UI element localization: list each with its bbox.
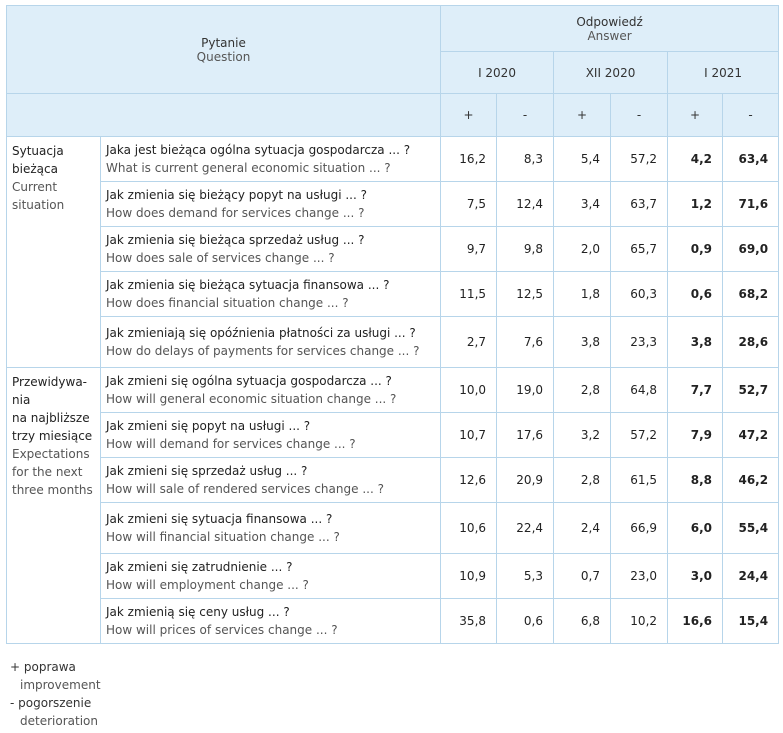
question-en: How will prices of services change ... ?: [106, 623, 338, 637]
category-label: na najbliższe: [12, 411, 90, 425]
question-cell: [101, 272, 441, 317]
value-cell: 2,0: [554, 227, 611, 272]
question-en: How will sale of rendered services change ... ?: [106, 482, 384, 496]
question-pl: Jak zmienia się bieżący popyt na usługi ... ?: [106, 188, 367, 202]
category-label: bieżąca: [12, 162, 58, 176]
question-en: How will financial situation change ... ?: [106, 530, 340, 544]
value-cell: 9,8: [497, 227, 554, 272]
category-forecast: [7, 368, 101, 644]
value-cell: 8,3: [497, 137, 554, 182]
question-en: What is current general economic situation ... ?: [106, 161, 391, 175]
table-row: [7, 554, 779, 599]
legend: [10, 658, 101, 730]
value-cell: 1,8: [554, 272, 611, 317]
question-cell: [101, 137, 441, 182]
period-header: XII 2020: [554, 52, 668, 94]
legend-minus: - pogorszenie: [10, 696, 92, 710]
question-pl: Jak zmieniają się opóźnienia płatności za usługi ... ?: [106, 326, 416, 340]
question-pl: Jak zmieni się popyt na usługi ... ?: [106, 419, 311, 433]
minus-header: -: [497, 94, 554, 137]
answer-header-pl: Odpowiedź: [576, 14, 643, 29]
question-header: [7, 6, 441, 94]
value-cell: 7,9: [668, 413, 723, 458]
table-row: [7, 503, 779, 554]
value-cell: 60,3: [611, 272, 668, 317]
value-cell: 16,2: [441, 137, 497, 182]
value-cell: 10,0: [441, 368, 497, 413]
category-label-en: situation: [12, 198, 65, 212]
question-pl: Jaka jest bieżąca ogólna sytuacja gospodarcza ... ?: [106, 143, 411, 157]
value-cell: 66,9: [611, 503, 668, 554]
value-cell: 23,3: [611, 317, 668, 368]
category-label: Sytuacja: [12, 144, 64, 158]
value-cell: 17,6: [497, 413, 554, 458]
value-cell: 5,4: [554, 137, 611, 182]
value-cell: 22,4: [497, 503, 554, 554]
value-cell: 10,7: [441, 413, 497, 458]
question-en: How will employment change ... ?: [106, 578, 309, 592]
table-row: [7, 458, 779, 503]
question-en: How will general economic situation change ... ?: [106, 392, 397, 406]
value-cell: 47,2: [723, 413, 779, 458]
table-row: [7, 227, 779, 272]
value-cell: 68,2: [723, 272, 779, 317]
value-cell: 11,5: [441, 272, 497, 317]
question-pl: Jak zmienia się bieżąca sprzedaż usług ... ?: [106, 233, 365, 247]
question-en: How do delays of payments for services change ... ?: [106, 344, 420, 358]
question-cell: [101, 227, 441, 272]
question-en: How does demand for services change ... ?: [106, 206, 365, 220]
value-cell: 28,6: [723, 317, 779, 368]
table-row: [7, 599, 779, 644]
value-cell: 1,2: [668, 182, 723, 227]
question-pl: Jak zmieni się sprzedaż usług ... ?: [106, 464, 308, 478]
legend-minus-en: deterioration: [20, 714, 98, 728]
value-cell: 23,0: [611, 554, 668, 599]
value-cell: 61,5: [611, 458, 668, 503]
category-label-en: Current: [12, 180, 58, 194]
value-cell: 3,0: [668, 554, 723, 599]
value-cell: 24,4: [723, 554, 779, 599]
question-cell: [101, 413, 441, 458]
value-cell: 0,9: [668, 227, 723, 272]
value-cell: 10,6: [441, 503, 497, 554]
question-cell: [101, 599, 441, 644]
answer-header-en: Answer: [587, 28, 632, 43]
value-cell: 9,7: [441, 227, 497, 272]
question-pl: Jak zmieni się sytuacja finansowa ... ?: [106, 512, 333, 526]
value-cell: 2,4: [554, 503, 611, 554]
value-cell: 65,7: [611, 227, 668, 272]
table-row: [7, 413, 779, 458]
value-cell: 3,8: [668, 317, 723, 368]
value-cell: 2,8: [554, 458, 611, 503]
value-cell: 4,2: [668, 137, 723, 182]
question-pl: Jak zmienią się ceny usług ... ?: [106, 605, 290, 619]
value-cell: 63,7: [611, 182, 668, 227]
value-cell: 55,4: [723, 503, 779, 554]
table-row: [7, 182, 779, 227]
period-header: I 2021: [668, 52, 779, 94]
category-label-en: Expectations: [12, 447, 90, 461]
question-en: How will demand for services change ... ?: [106, 437, 356, 451]
category-label: Przewidywa-: [12, 375, 88, 389]
value-cell: 6,0: [668, 503, 723, 554]
table-row: [7, 368, 779, 413]
question-pl: Jak zmienia się bieżąca sytuacja finansowa ... ?: [106, 278, 390, 292]
question-cell: [101, 554, 441, 599]
category-label: nia: [12, 393, 31, 407]
value-cell: 7,6: [497, 317, 554, 368]
plus-header: +: [441, 94, 497, 137]
question-header-pl: Pytanie: [201, 35, 246, 50]
value-cell: 5,3: [497, 554, 554, 599]
table-row: [7, 137, 779, 182]
question-cell: [101, 182, 441, 227]
question-pl: Jak zmieni się zatrudnienie ... ?: [106, 560, 293, 574]
question-header-en: Question: [196, 49, 251, 64]
value-cell: 52,7: [723, 368, 779, 413]
plus-header: +: [668, 94, 723, 137]
value-cell: 19,0: [497, 368, 554, 413]
value-cell: 8,8: [668, 458, 723, 503]
value-cell: 12,4: [497, 182, 554, 227]
question-pl: Jak zmieni się ogólna sytuacja gospodarcza ... ?: [106, 374, 392, 388]
minus-header: -: [611, 94, 668, 137]
value-cell: 7,7: [668, 368, 723, 413]
value-cell: 10,9: [441, 554, 497, 599]
question-cell: [101, 503, 441, 554]
legend-plus: + poprawa: [10, 660, 76, 674]
legend-plus-en: improvement: [20, 678, 101, 692]
table-row: [7, 317, 779, 368]
value-cell: 3,4: [554, 182, 611, 227]
value-cell: 7,5: [441, 182, 497, 227]
value-cell: 64,8: [611, 368, 668, 413]
value-cell: 0,6: [668, 272, 723, 317]
value-cell: 12,5: [497, 272, 554, 317]
value-cell: 46,2: [723, 458, 779, 503]
value-cell: 6,8: [554, 599, 611, 644]
value-cell: 20,9: [497, 458, 554, 503]
value-cell: 3,8: [554, 317, 611, 368]
value-cell: 2,7: [441, 317, 497, 368]
value-cell: 57,2: [611, 137, 668, 182]
category-label-en: for the next: [12, 465, 83, 479]
question-en: How does sale of services change ... ?: [106, 251, 335, 265]
category-current: [7, 137, 101, 368]
question-cell: [101, 458, 441, 503]
plus-header: +: [554, 94, 611, 137]
table-row: [7, 272, 779, 317]
value-cell: 0,7: [554, 554, 611, 599]
value-cell: 3,2: [554, 413, 611, 458]
category-label: trzy miesiące: [12, 429, 93, 443]
minus-header: -: [723, 94, 779, 137]
value-cell: 57,2: [611, 413, 668, 458]
value-cell: 0,6: [497, 599, 554, 644]
value-cell: 35,8: [441, 599, 497, 644]
value-cell: 15,4: [723, 599, 779, 644]
category-label-en: three months: [12, 483, 93, 497]
question-en: How does financial situation change ... ?: [106, 296, 349, 310]
value-cell: 2,8: [554, 368, 611, 413]
answer-header: [441, 6, 779, 52]
period-header: I 2020: [441, 52, 554, 94]
value-cell: 69,0: [723, 227, 779, 272]
question-header-spacer: [7, 94, 441, 137]
question-cell: [101, 317, 441, 368]
survey-table: [6, 5, 779, 644]
value-cell: 71,6: [723, 182, 779, 227]
value-cell: 12,6: [441, 458, 497, 503]
value-cell: 63,4: [723, 137, 779, 182]
value-cell: 10,2: [611, 599, 668, 644]
value-cell: 16,6: [668, 599, 723, 644]
question-cell: [101, 368, 441, 413]
